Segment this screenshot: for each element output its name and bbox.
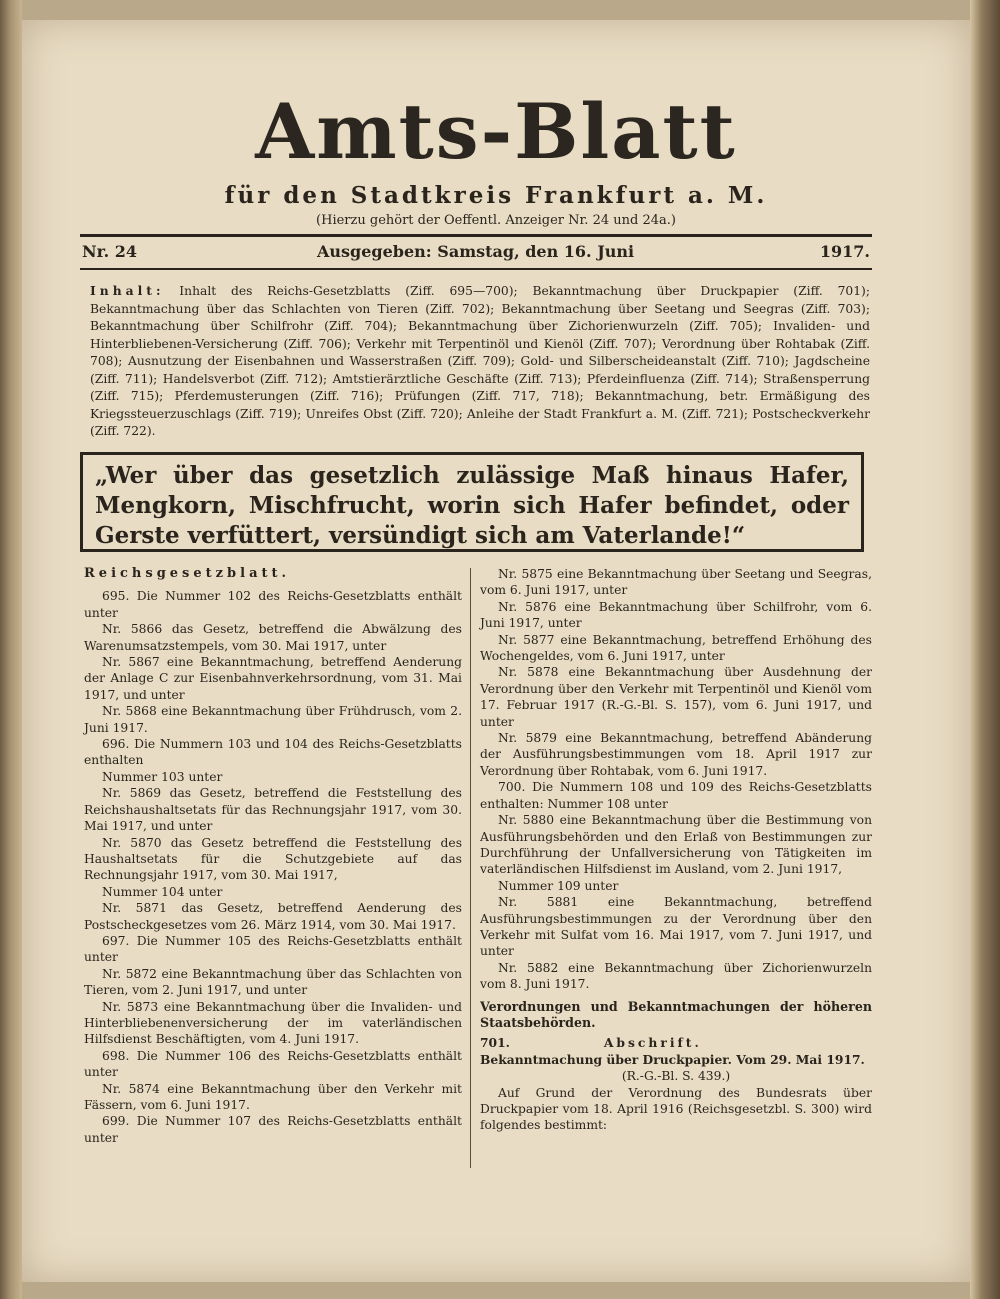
- paragraph: Nummer 103 unter: [102, 769, 223, 784]
- paragraph: Nr. 5873 eine Bekanntmachung über die Invaliden- und Hinterbliebenenversicherung der im vaterländischen Hilfsdienst Beschäftigten, vom 4. Juni 1917.: [84, 999, 462, 1047]
- masthead-subtitle: für den Stadtkreis Frankfurt a. M.: [224, 182, 768, 209]
- paragraph: Nr. 5882 eine Bekanntmachung über Zichorienwurzeln vom 8. Juni 1917.: [480, 960, 872, 992]
- paragraph: Nr. 5868 eine Bekanntmachung über Frühdrusch, vom 2. Juni 1917.: [84, 704, 462, 735]
- paragraph: Nummer 104 unter: [102, 884, 223, 899]
- item-label: Abschrift.: [603, 1035, 702, 1051]
- paragraph: 698. Die Nummer 106 des Reichs-Gesetzblatts enthält unter: [84, 1048, 462, 1080]
- item-reference: (R.-G.-Bl. S. 439.): [621, 1069, 731, 1084]
- masthead-note: (Hierzu gehört der Oeffentl. Anzeiger Nr. 24 und 24a.): [316, 213, 676, 228]
- paragraph: Nr. 5872 eine Bekanntmachung über das Schlachten von Tieren, vom 2. Juni 1917, und unter: [84, 966, 462, 998]
- issue-bar: [82, 240, 870, 266]
- masthead: [22, 87, 970, 228]
- newspaper-page: [22, 20, 970, 1282]
- paragraph: Nr. 5880 eine Bekanntmachung über die Bestimmung von Ausführungsbehörden und den Erlaß von Bestimmungen zur Durchführung der Unfallversicherung von Tätigkeiten im vaterländischen Hilfsdienst im Ausland, vom 2. Juni 1917,: [480, 813, 872, 877]
- paragraph: Nr. 5877 eine Bekanntmachung, betreffend Erhöhung des Wochengeldes, vom 6. Juni 1917, unter: [480, 632, 872, 664]
- column-divider: [470, 568, 471, 1168]
- paragraph: 695. Die Nummer 102 des Reichs-Gesetzblatts enthält unter: [84, 589, 462, 620]
- contents-label: Inhalt:: [90, 283, 165, 298]
- header-rule-top: [80, 234, 872, 237]
- paragraph: Nr. 5867 eine Bekanntmachung, betreffend Aenderung der Anlage C zur Eisenbahnverkehrsordnung, vom 31. Mai 1917, und unter: [84, 655, 462, 702]
- masthead-title: Amts-Blatt: [255, 87, 737, 176]
- paragraph: Nr. 5878 eine Bekanntmachung über Ausdehnung der Verordnung über den Verkehr mit Terpentinöl und Kienöl vom 17. Februar 1917 (R.-G.-Bl. S. 157), vom 6. Juni 1917, und unter: [480, 665, 872, 729]
- section-heading-authorities: Verordnungen und Bekanntmachungen der höheren Staatsbehörden.: [480, 998, 872, 1030]
- paragraph: Nr. 5881 eine Bekanntmachung, betreffend Ausführungsbestimmungen zu der Verordnung über den Verkehr mit Sulfat vom 16. Mai 1917, vom 7. Juni 1917, und unter: [480, 895, 872, 959]
- item-text: Auf Grund der Verordnung des Bundesrats über Druckpapier vom 18. April 1916 (Reichsgesetzbl. S. 300) wird folgendes bestimmt:: [480, 1085, 872, 1133]
- item-number: 701.: [480, 1035, 510, 1051]
- contents-text: Inhalt des Reichs-Gesetzblatts (Ziff. 695—700); Bekanntmachung über Druckpapier (Ziff. 701); Bekanntmachung über das Schlachten von Tieren (Ziff. 702); Bekanntmachung über Seetang und Seegras (Ziff. 703); Bekanntmachung über Schilfrohr (Ziff. 704); Bekanntmachung über Zichorienwurzeln (Ziff. 705); Invaliden- und Hinterbliebenen-Versicherung (Ziff. 706); Verkehr mit Terpentinöl und Kienöl (Ziff. 707); Verordnung über Rohtabak (Ziff. 708); Ausnutzung der Eisenbahnen und Wasserstraßen (Ziff. 709); Gold- und Silberscheideanstalt (Ziff. 710); Jagdscheine (Ziff. 711); Handelsverbot (Ziff. 712); Amtstierärztliche Geschäfte (Ziff. 713); Pferdeinfluenza (Ziff. 714); Straßensperrung (Ziff. 715); Pferdemusterungen (Ziff. 716); Prüfungen (Ziff. 717, 718); Bekanntmachung, betr. Ermäßigung des Kriegssteuerzuschlags (Ziff. 719); Unreifes Obst (Ziff. 720); Anleihe der Stadt Frankfurt a. M. (Ziff. 721); Postscheckverkehr (Ziff. 722).: [90, 284, 870, 438]
- paragraph: Nummer 109 unter: [498, 878, 619, 893]
- issue-number: Nr. 24: [82, 242, 137, 261]
- issue-date: Ausgegeben: Samstag, den 16. Juni: [317, 242, 635, 261]
- table-of-contents: [90, 282, 870, 441]
- left-column: [84, 566, 462, 1146]
- issue-year: 1917.: [819, 242, 870, 261]
- item-title: Bekanntmachung über Druckpapier. Vom 29. Mai 1917.: [480, 1051, 865, 1067]
- paragraph: 700. Die Nummern 108 und 109 des Reichs-Gesetzblatts enthalten: Nummer 108 unter: [480, 780, 872, 811]
- page-edges: [970, 0, 1000, 1299]
- item-header: [480, 1035, 872, 1051]
- paragraph: 697. Die Nummer 105 des Reichs-Gesetzblatts enthält unter: [84, 933, 462, 965]
- paragraph: Nr. 5874 eine Bekanntmachung über den Verkehr mit Fässern, vom 6. Juni 1917.: [84, 1081, 462, 1112]
- paragraph: Nr. 5875 eine Bekanntmachung über Seetang und Seegras, vom 6. Juni 1917, unter: [480, 567, 872, 598]
- section-heading: Reichsgesetzblatt.: [84, 566, 291, 581]
- paragraph: 696. Die Nummern 103 und 104 des Reichs-Gesetzblatts enthalten: [84, 737, 462, 768]
- paragraph: Nr. 5866 das Gesetz, betreffend die Abwälzung des Warenumsatzstempels, vom 30. Mai 1917, unter: [84, 622, 462, 653]
- paragraph: 699. Die Nummer 107 des Reichs-Gesetzblatts enthält unter: [84, 1114, 462, 1145]
- paragraph: Nr. 5869 das Gesetz, betreffend die Feststellung des Reichshaushaltsetats für das Rechnungsjahr 1917, vom 30. Mai 1917, und unter: [84, 786, 462, 834]
- right-column: [480, 566, 872, 1134]
- book-spine: [0, 0, 22, 1299]
- appeal-banner: „Wer über das gesetzlich zulässige Maß hinaus Hafer, Mengkorn, Mischfrucht, worin sich Hafer befindet, oder Gerste verfüttert, versündigt sich am Vaterlande!“: [80, 452, 864, 552]
- header-rule-bottom: [80, 268, 872, 270]
- paragraph: Nr. 5870 das Gesetz betreffend die Feststellung des Haushaltsetats für die Schutzgebiete auf das Rechnungsjahr 1917, vom 30. Mai 1917,: [84, 835, 462, 883]
- paragraph: Nr. 5871 das Gesetz, betreffend Aenderung des Postscheckgesetzes vom 26. März 1914, vom 30. Mai 1917.: [84, 901, 462, 932]
- paragraph: Nr. 5876 eine Bekanntmachung über Schilfrohr, vom 6. Juni 1917, unter: [480, 599, 872, 631]
- paragraph: Nr. 5879 eine Bekanntmachung, betreffend Abänderung der Ausführungsbestimmungen vom 18. April 1917 zur Verordnung über Rohtabak, vom 6. Juni 1917.: [480, 731, 872, 778]
